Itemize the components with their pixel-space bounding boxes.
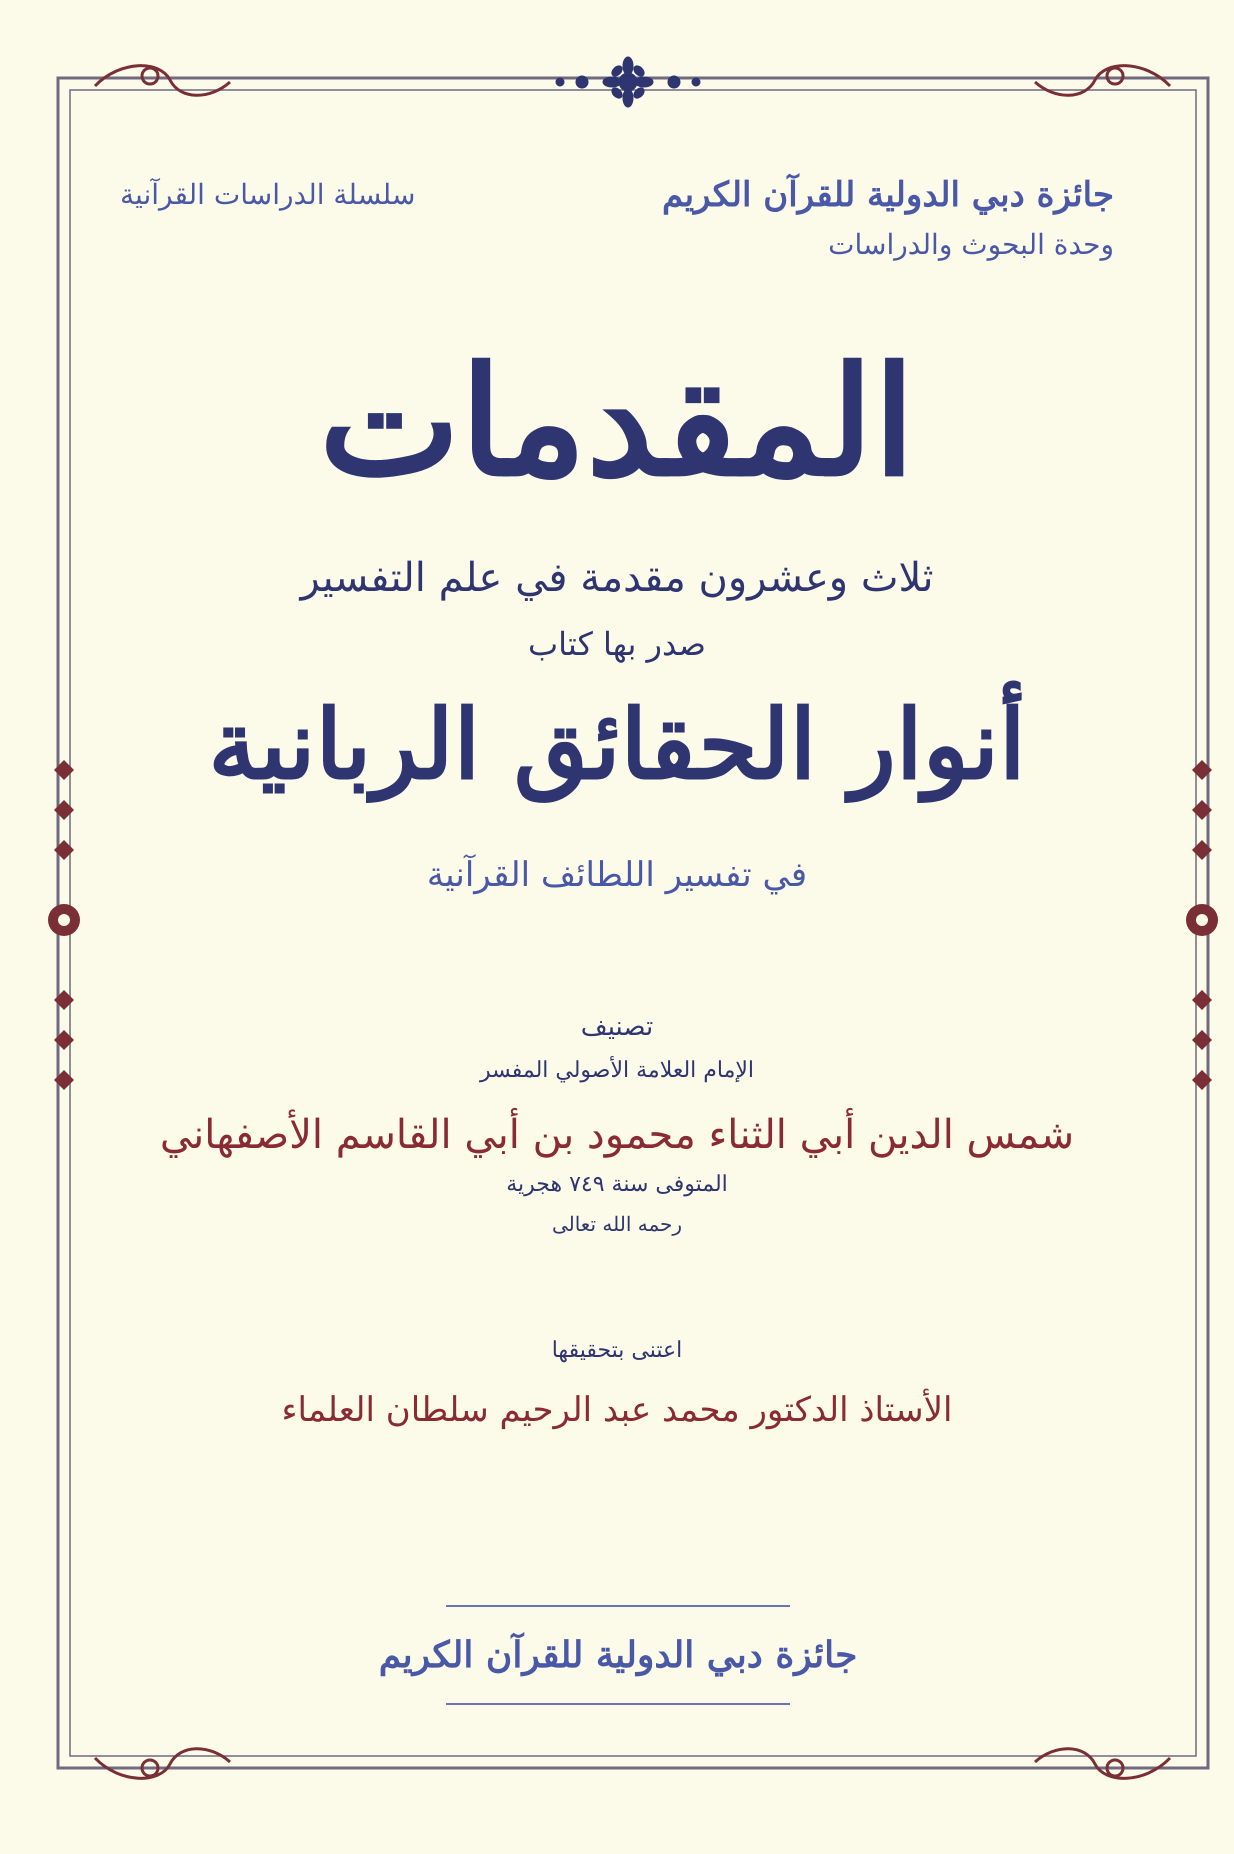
publisher-box	[378, 1605, 858, 1705]
author-name: شمس الدين أبي الثناء محمود بن أبي القاسم الأصفهاني	[159, 1112, 1075, 1158]
author-prayer: رحمه الله تعالى	[551, 1212, 683, 1236]
main-title: المقدمات	[319, 334, 915, 510]
corner-scroll-bottom-left	[95, 1749, 230, 1779]
book-title: أنوار الحقائق الربانية	[208, 688, 1026, 801]
publisher-name: جائزة دبي الدولية للقرآن الكريم	[378, 1634, 858, 1676]
subtitle-line-2: صدر بها كتاب	[528, 625, 706, 663]
corner-scroll-bottom-right	[1035, 1749, 1170, 1779]
series-name: سلسلة الدراسات القرآنية	[120, 178, 416, 211]
author-titles: الإمام العلامة الأصولي المفسر	[479, 1058, 755, 1083]
author-death-year: المتوفى سنة ٧٤٩ هجرية	[506, 1172, 728, 1197]
top-center-ornament	[556, 57, 700, 107]
research-unit-header: وحدة البحوث والدراسات	[828, 228, 1114, 261]
book-subtitle: في تفسير اللطائف القرآنية	[426, 855, 808, 895]
corner-scroll-top-right	[1035, 66, 1170, 96]
editor-name: الأستاذ الدكتور محمد عبد الرحيم سلطان العلماء	[281, 1390, 953, 1430]
subtitle-line-1: ثلاث وعشرون مقدمة في علم التفسير	[300, 555, 934, 601]
editor-label: اعتنى بتحقيقها	[551, 1338, 683, 1363]
award-name-header: جائزة دبي الدولية للقرآن الكريم	[661, 175, 1114, 215]
corner-scroll-top-left	[95, 66, 230, 96]
author-label: تصنيف	[580, 1012, 654, 1042]
